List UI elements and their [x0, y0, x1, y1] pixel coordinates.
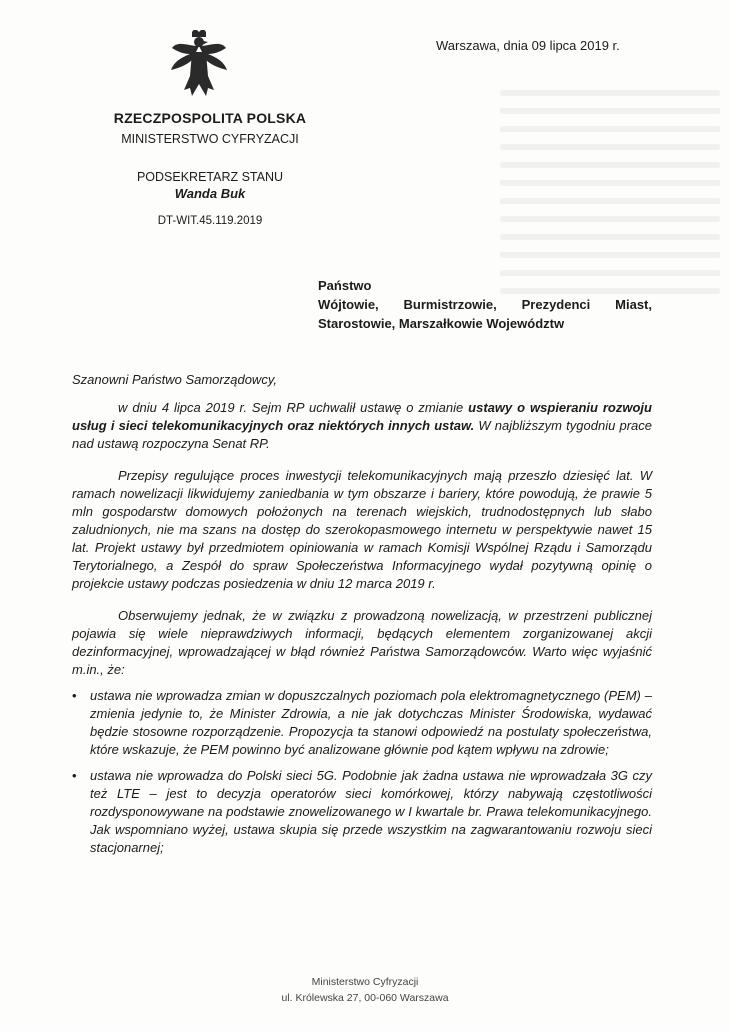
paragraph-3: Obserwujemy jednak, że w związku z prowadzoną nowelizacją, w przestrzeni publicznej pojawia się wiele nieprawdziwych informacji, będących elementem zorganizowanej akcji dezinformacyjnej, wprowadzającej w błąd również Państwa Samorządowców. Warto więc wyjaśnić m.in., że:	[72, 608, 652, 677]
letter-body	[72, 371, 652, 865]
ministry-name: MINISTERSTWO CYFRYZACJI	[121, 132, 299, 146]
letter-date: Warszawa, dnia 09 lipca 2019 r.	[436, 38, 620, 53]
bullet-list	[72, 687, 652, 857]
recipient-line-3: Starostowie, Marszałkowie Województw	[318, 316, 565, 331]
signatory-role: PODSEKRETARZ STANU	[136, 170, 284, 184]
footer	[215, 974, 515, 1006]
organization-header	[110, 110, 310, 146]
bullet-icon: •	[72, 768, 77, 783]
signatory-name: Wanda Buk	[174, 186, 246, 201]
polish-eagle-icon	[170, 30, 228, 100]
list-item-text: ustawa nie wprowadza do Polski sieci 5G. Podobnie jak żadna ustawa nie wprowadzała 3G czy też LTE – jest to decyzja operatorów sieci komórkowej, którzy nabywają częstotliwości rozdysponowywane na podstawie znowelizowanego w I kwartale br. Prawa telekomunikacyjnego. Jak wspomniano wyżej, ustawa skupia się przede wszystkim na zagwarantowaniu rozwoju sieci stacjonarnej;	[90, 768, 652, 855]
footer-organization: Ministerstwo Cyfryzacji	[311, 976, 419, 988]
recipient-line-2: Wójtowie, Burmistrzowie, Prezydenci Miast,	[318, 297, 652, 312]
paragraph-1-outro: W najbliższym tygodniu prace nad ustawą rozpoczyna Senat RP.	[72, 418, 652, 451]
footer-address: ul. Królewska 27, 00-060 Warszawa	[281, 992, 449, 1004]
bullet-icon: •	[72, 688, 77, 703]
recipient-block	[318, 276, 652, 333]
signatory-block	[125, 170, 295, 227]
paragraph-1-intro: w dniu 4 lipca 2019 r. Sejm RP uchwalił ustawę o zmianie	[118, 400, 469, 415]
country-name: RZECZPOSPOLITA POLSKA	[113, 110, 307, 126]
list-item	[72, 767, 652, 857]
law-title: ustawy o wspieraniu rozwoju usług i sieci telekomunikacyjnych oraz niektórych innych ustaw.	[72, 400, 652, 433]
recipient-line-1: Państwo	[318, 278, 372, 293]
reference-number: DT-WIT.45.119.2019	[157, 215, 263, 227]
paragraph-1	[72, 399, 652, 453]
salutation: Szanowni Państwo Samorządowcy,	[72, 372, 277, 387]
list-item-text: ustawa nie wprowadza zmian w dopuszczalnych poziomach pola elektromagnetycznego (PEM) – zmienia jedynie to, że Minister Zdrowia, a nie jak dotychczas Minister Środowiska, wydawać będzie stosowne rozporządzenie. Propozycja ta stanowi odpowiedź na postulaty społeczeństwa, które wskazuje, że PEM powinno być analizowane głównie pod kątem wpływu na zdrowie;	[90, 688, 652, 757]
paragraph-2: Przepisy regulujące proces inwestycji telekomunikacyjnych mają przeszło dziesięć lat. W ramach nowelizacji likwidujemy zaniedbania w tym obszarze i bariery, które powodują, że prawie 5 mln gospodarstw domowych położonych na terenach wiejskich, trudnodostępnych lub słabo zaludnionych, nie ma szans na dostęp do szerokopasmowego internetu w perspektywie nawet 15 lat. Projekt ustawy był przedmiotem opiniowania w ramach Komisji Wspólnej Rządu i Samorządu Terytorialnego, a Zespół do spraw Społeczeństwa Informacyjnego wydał pozytywną opinię o projekcie ustawy podczas posiedzenia w dniu 12 marca 2019 r.	[72, 468, 652, 591]
list-item	[72, 687, 652, 759]
